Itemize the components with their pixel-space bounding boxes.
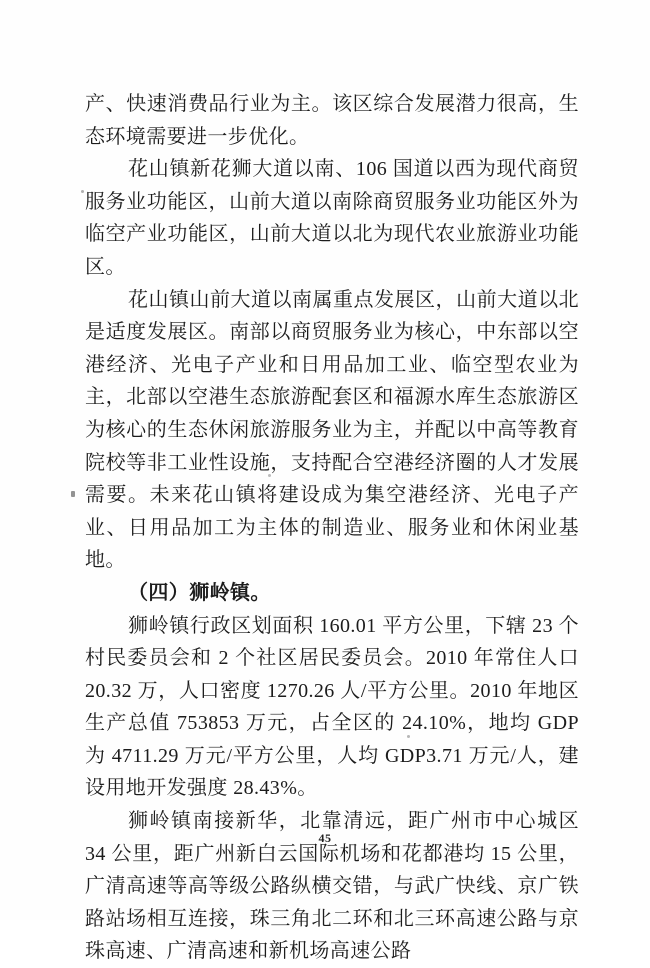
section-heading-shiling-town: （四）狮岭镇。 — [128, 581, 271, 604]
paragraph-huashan-development: 花山镇山前大道以南属重点发展区，山前大道以北是适度发展区。南部以商贸服务业为核心，中东部以空港经济、光电子产业和日用品加工业、临空型农业为主，北部以空港生态旅游配套区和福源水库生态旅游区为核心的生态休闲旅游服务业为主，并配以中高等教育院校等非工业性设施，支持配合空港经济圈的人才发展需要。未来花山镇将建设成为集空港经济、光电子产业、日用品加工为主体的制造业、服务业和休闲业基地。 — [85, 288, 579, 572]
scan-speck — [268, 474, 271, 477]
paragraph-continuation: 产、快速消费品行业为主。该区综合发展潜力很高，生态环境需要进一步优化。 — [85, 93, 579, 148]
scan-speck — [71, 491, 75, 497]
scan-speck — [81, 190, 84, 193]
paragraph-huashan-functional-zones: 花山镇新花狮大道以南、106 国道以西为现代商贸服务业功能区，山前大道以南除商贸服务业功能区外为临空产业功能区，山前大道以北为现代农业旅游业功能区。 — [85, 158, 579, 278]
paragraph-shiling-statistics: 狮岭镇行政区划面积 160.01 平方公里，下辖 23 个村民委员会和 2 个社区居民委员会。2010 年常住人口 20.32 万，人口密度 1270.26 人/平方公里。2010 年地区生产总值 753853 万元，占全区的 24.10%，地均 GDP 为 4711.29 万元/平方公里，人均 GDP3.71 万元/人，建设用地开发强度 28.43%。 — [85, 614, 579, 800]
page-number: 45 — [318, 831, 332, 845]
scan-speck — [407, 735, 410, 738]
paragraph-shiling-location: 狮岭镇南接新华，北靠清远，距广州市中心城区 34 公里，距广州新白云国际机场和花都港均 15 公里，广清高速等高等级公路纵横交错，与武广快线、京广铁路站场相互连接，珠三角北二环和北三环高速公路与京珠高速、广清高速和新机场高速公路 — [85, 810, 579, 963]
